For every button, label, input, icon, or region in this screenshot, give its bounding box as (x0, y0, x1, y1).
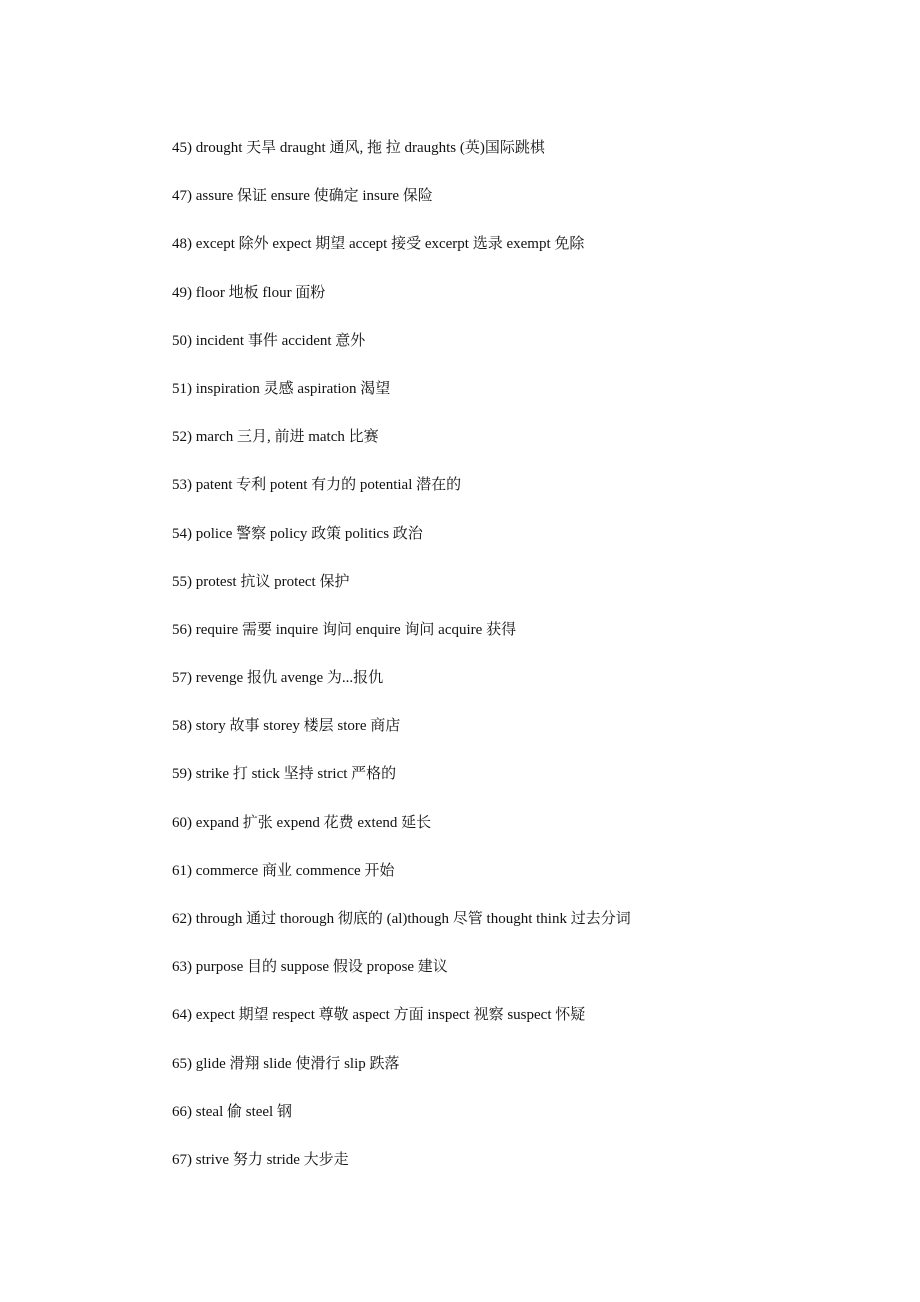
list-item: 59) strike 打 stick 坚持 strict 严格的 (172, 766, 397, 783)
list-item: 50) incident 事件 accident 意外 (172, 332, 366, 349)
list-item: 65) glide 滑翔 slide 使滑行 slip 跌落 (172, 1055, 400, 1072)
list-item: 45) drought 天旱 draught 通风, 拖 拉 draughts (英)国际跳棋 (172, 140, 545, 156)
list-item: 57) revenge 报仇 avenge 为...报仇 (172, 670, 384, 687)
list-item: 52) march 三月, 前进 match 比赛 (172, 429, 379, 446)
list-item: 49) floor 地板 flour 面粉 (172, 284, 326, 301)
list-item: 62) through 通过 thorough 彻底的 (al)though 尽管 thought think 过去分词 (172, 911, 631, 927)
list-item: 53) patent 专利 potent 有力的 potential 潜在的 (172, 477, 462, 494)
list-item: 54) police 警察 policy 政策 politics 政治 (172, 525, 423, 542)
list-item: 55) protest 抗议 protect 保护 (172, 573, 350, 590)
list-item: 47) assure 保证 ensure 使确定 insure 保险 (172, 188, 433, 205)
list-item: 63) purpose 目的 suppose 假设 propose 建议 (172, 959, 448, 976)
list-item: 48) except 除外 expect 期望 accept 接受 excerpt 选录 exempt 免除 (172, 236, 585, 253)
list-item: 67) strive 努力 stride 大步走 (172, 1151, 349, 1168)
vocabulary-list (172, 137, 872, 1197)
list-item: 66) steal 偷 steel 钢 (172, 1103, 292, 1120)
list-item: 51) inspiration 灵感 aspiration 渴望 (172, 380, 391, 397)
list-item: 56) require 需要 inquire 询问 enquire 询问 acquire 获得 (172, 621, 517, 638)
list-item: 60) expand 扩张 expend 花费 extend 延长 (172, 814, 432, 831)
list-item: 64) expect 期望 respect 尊敬 aspect 方面 inspect 视察 suspect 怀疑 (172, 1007, 586, 1024)
list-item: 58) story 故事 storey 楼层 store 商店 (172, 718, 401, 735)
list-item: 61) commerce 商业 commence 开始 (172, 862, 395, 879)
